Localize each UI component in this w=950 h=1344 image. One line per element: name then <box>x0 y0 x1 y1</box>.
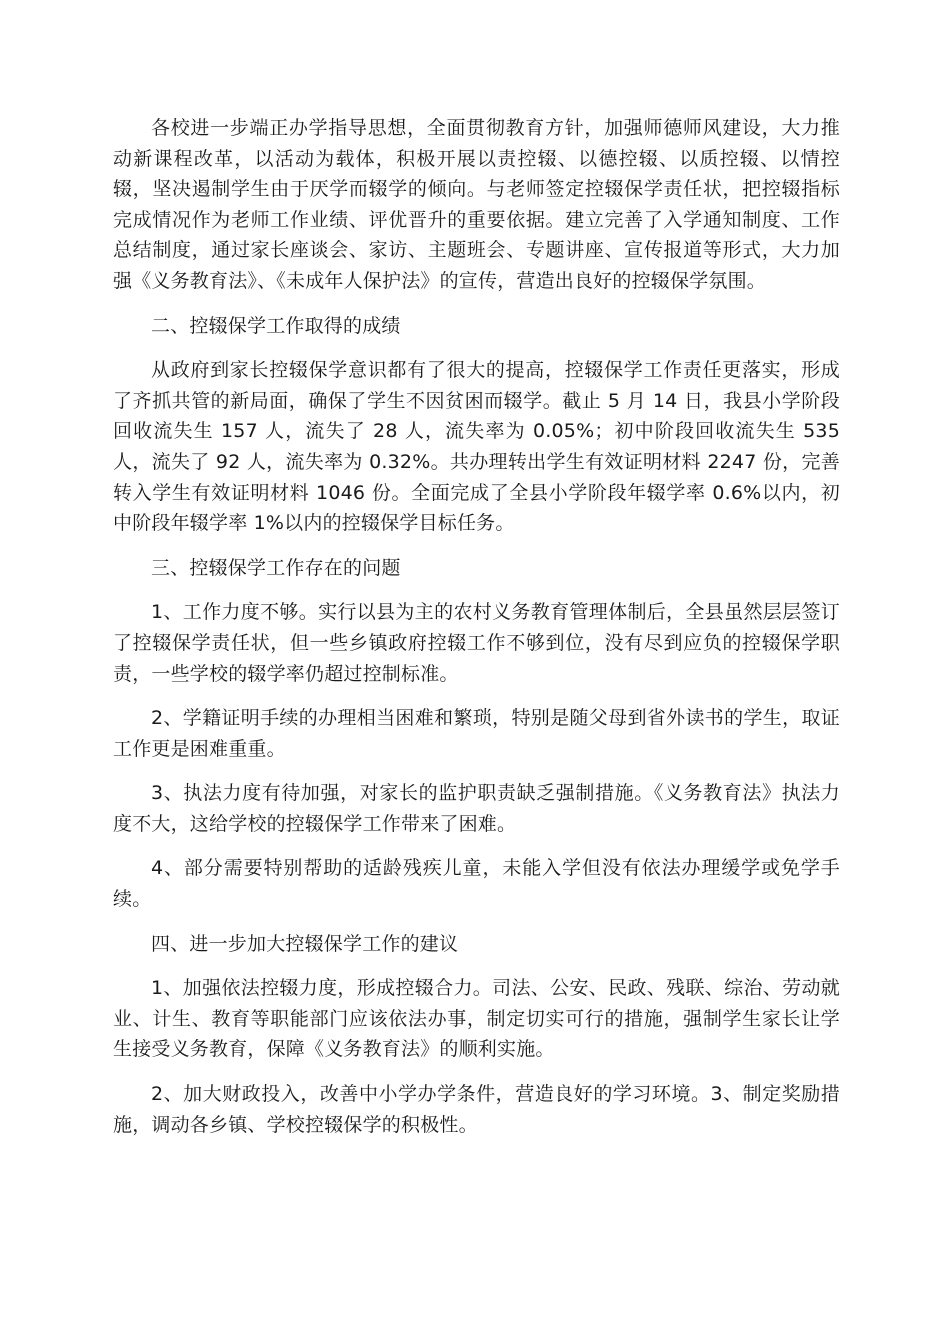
paragraph-suggestion-1: 1、加强依法控辍力度，形成控辍合力。司法、公安、民政、残联、综治、劳动就业、计生、教育等职能部门应该依法办事，制定切实可行的措施，强制学生家长让学生接受义务教育，保障《义务教育法》的顺利实施。 <box>113 977 840 1061</box>
section-heading-achievements: 二、控辍保学工作取得的成绩 <box>151 314 401 337</box>
paragraph-suggestion-2-3: 2、加大财政投入，改善中小学办学条件，营造良好的学习环境。3、制定奖励措施，调动各乡镇、学校控辍保学的积极性。 <box>113 1083 840 1136</box>
paragraph-problem-1: 1、工作力度不够。实行以县为主的农村义务教育管理体制后，全县虽然层层签订了控辍保学责任状，但一些乡镇政府控辍工作不够到位，没有尽到应负的控辍保学职责，一些学校的辍学率仍超过控制标准。 <box>113 601 840 685</box>
document-body <box>113 113 840 1154</box>
section-heading-suggestions: 四、进一步加大控辍保学工作的建议 <box>151 932 459 955</box>
paragraph-school-measures: 各校进一步端正办学指导思想，全面贯彻教育方针，加强师德师风建设，大力推动新课程改革，以活动为载体，积极开展以责控辍、以德控辍、以质控辍、以情控辍，坚决遏制学生由于厌学而辍学的倾向。与老师签定控辍保学责任状，把控辍指标完成情况作为老师工作业绩、评优晋升的重要依据。建立完善了入学通知制度、工作总结制度，通过家长座谈会、家访、主题班会、专题讲座、宣传报道等形式，大力加强《义务教育法》、《未成年人保护法》的宣传，营造出良好的控辍保学氛围。 <box>113 117 840 292</box>
paragraph-problem-2: 2、学籍证明手续的办理相当困难和繁琐，特别是随父母到省外读书的学生，取证工作更是困难重重。 <box>113 707 840 760</box>
paragraph-achievements: 从政府到家长控辍保学意识都有了很大的提高，控辍保学工作责任更落实，形成了齐抓共管的新局面，确保了学生不因贫困而辍学。截止 5 月 14 日，我县小学阶段回收流失生 157 人，流失了 28 人，流失率为 0.05%；初中阶段回收流失生 535 人，流失了 92 人，流失率为 0.32%。共办理转出学生有效证明材料 2247 份，完善转入学生有效证明材料 1046 份。全面完成了全县小学阶段年辍学率 0.6%以内，初中阶段年辍学率 1%以内的控辍保学目标任务。 <box>113 359 840 535</box>
paragraph-problem-3: 3、执法力度有待加强，对家长的监护职责缺乏强制措施。《义务教育法》执法力度不大，这给学校的控辍保学工作带来了困难。 <box>113 782 840 835</box>
section-heading-problems: 三、控辍保学工作存在的问题 <box>151 556 401 579</box>
paragraph-problem-4: 4、部分需要特别帮助的适龄残疾儿童，未能入学但没有依法办理缓学或免学手续。 <box>113 857 840 911</box>
